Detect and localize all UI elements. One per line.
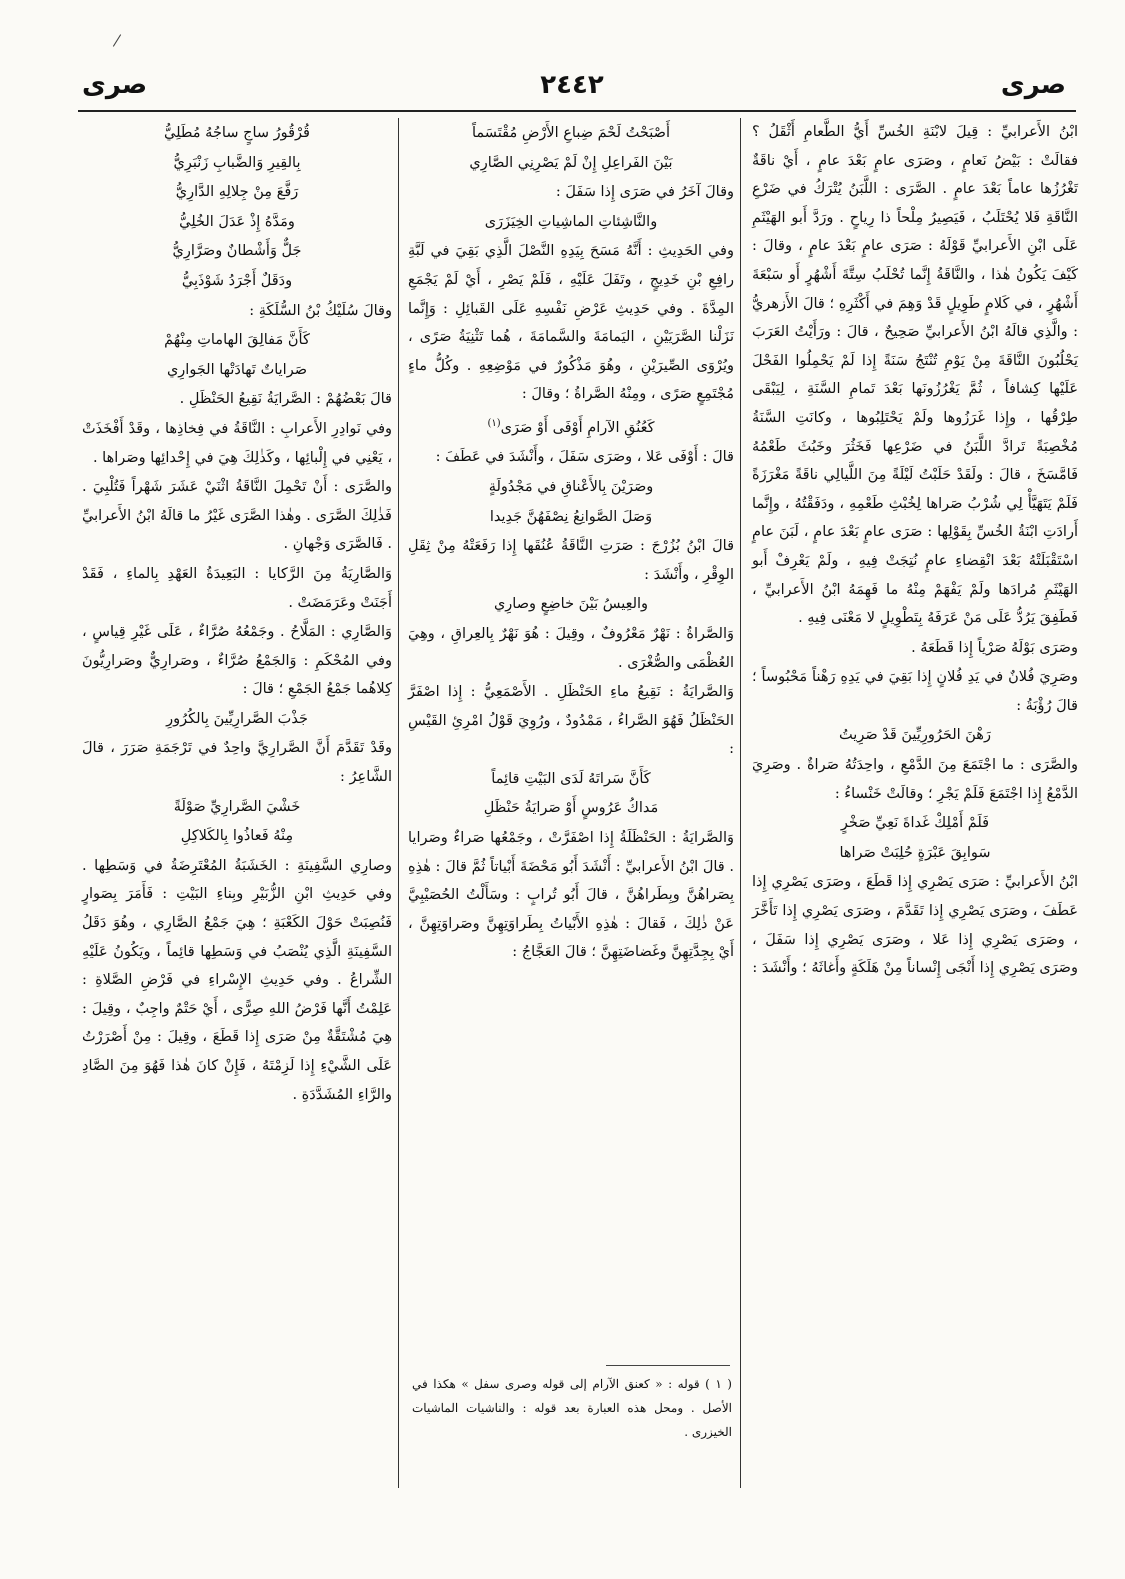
- paragraph: وَالصَّراةُ : نَهْرٌ مَعْرُوفٌ ، وقِيلَ : هُوَ نَهْرٌ بِالعِراقِ ، وهِيَ العُظْمَى والصُّغْرَى .: [408, 625, 734, 671]
- verse-line: مِنْهُ فَعاذُوا بِالكَلاكِلِ: [180, 828, 294, 845]
- paragraph: وفي الحَدِيثِ : أَنَّهُ مَسَحَ بِيَدِهِ النَّصْلَ الَّذِي بَقِيَ في لَبَّةِ رافِعِ بْنِ خَدِيجٍ ، وتَفَلَ عَلَيْهِ ، فَلَمْ يَصْرِ ، أَيْ لَمْ يَجْمَعِ المِدَّةَ . وفي حَدِيثِ عَرْضِ نَفْسِهِ عَلَى القَبائِلِ : وَإِنَّما نَزَلْنا الصَّرَيَيْنِ ، اليَمامَةَ والسَّمامَةَ ، هُما تَثْنِيَةُ صَرًى ، ويُرْوَى الصِّيرَيْنِ ، وهُوَ مَذْكُورٌ في مَوْضِعِهِ . وكُلُّ ماءٍ مُجْتَمِعٍ صَرًى ، ومِنْهُ الصَّراةُ ؛ وقالَ :: [408, 243, 734, 403]
- verse-line: فَلَمْ أَمْلِكْ غَداةَ نَعِيِّ صَخْرٍ: [840, 815, 990, 832]
- verse-line: والعِيسُ بَيْنَ خاضِعٍ وصارِي: [493, 596, 649, 613]
- paragraph: وَالصَّرايَةُ : نَقِيعُ ماءِ الحَنْظَلِ . الأَصْمَعِيُّ : إِذا اصْفَرَّ الحَنْظَلُ فَهُوَ الصَّراءُ ، مَمْدُودٌ ، ورُوِيَ قَوْلُ امْرِئِ القَيْسِ :: [408, 684, 734, 758]
- paragraph: ابْنُ الأَعرابيِّ : صَرَى يَصْرِي إِذا قَطَعَ ، وصَرَى يَصْرِي إِذا عَطَفَ ، وصَرَى يَصْرِي إِذا تَقَدَّمَ ، وصَرَى يَصْرِي إِذا تَأَخَّرَ ، وصَرَى يَصْرِي إِذا عَلا ، وصَرَى يَصْرِي إِذا سَفَلَ ، وصَرَى يَصْرِي إِذا أَنْجَى إِنْساناً مِنْ هَلَكَةٍ وأَغاثَهُ ؛ وأَنْشَدَ :: [752, 874, 1078, 977]
- header-left-entry: صرى: [82, 70, 148, 100]
- paragraph: وصَرِيَ فُلانٌ في يَدِ فُلانٍ إِذا بَقِيَ في يَدِهِ رَهْناً مَحْبُوساً ؛ قالَ رُؤْبَةُ :: [752, 669, 1078, 714]
- verse-line: ومَدَّهُ إِذْ عَدَلَ الخُلِيُّ: [179, 213, 295, 230]
- paragraph: وفي نَوادِرِ الأَعرابِ : النَّاقَةُ في فِخاذِها ، وقَدْ أَفْخَذَتْ ، يَعْنِي في إِلْبائِها ، وكَذٰلِكَ هِيَ في إِحْدائِها وصَراها .: [82, 420, 392, 466]
- verse-line: وَصَلَ الصَّوانِعُ نِصْفَهُنَّ جَدِيدا: [489, 508, 653, 525]
- footnote-rule: [606, 1365, 730, 1366]
- header-rule: [78, 110, 1076, 112]
- verse-line: مَداكُ عَرُوسٍ أَوْ صَرايَةُ حَنْظَلِ: [483, 800, 659, 817]
- paragraph: وقالَ سُلَيْكُ بْنُ السُّلَكَةِ :: [249, 302, 392, 319]
- text-column-left: [82, 118, 392, 1110]
- verse-line: سَوابِقَ عَبْرَةٍ حُلِبَتْ صَراها: [839, 844, 991, 861]
- paragraph: وصَرَى بَوْلَهُ صَرْياً إِذا قَطَعَهُ .: [911, 639, 1078, 656]
- verse-line: جَلٌّ وَأَشْطانٌ وصَرَّارِيُّ: [172, 243, 302, 260]
- verse-line: أَصْبَحْتُ لَحْمَ ضِباعِ الأَرْضِ مُقْتَسَماً: [472, 125, 670, 141]
- paragraph: والصَّرَى : ما اجْتَمَعَ مِنَ الدَّمْعِ ، واحِدَتُهُ صَراةٌ . وصَرِيَ الدَّمْعُ إِذا اجْتَمَعَ فَلَمْ يَجْرِ ؛ وقالَتْ خَنْساءُ :: [752, 757, 1078, 802]
- page-header: [72, 64, 1072, 112]
- header-right-entry: صرى: [1000, 70, 1066, 100]
- paragraph: قالَ ابْنُ بُزُرْجَ : صَرَتِ النَّاقَةُ عُنُقَها إِذا رَفَعَتْهُ مِنْ ثِقَلِ الوِقْرِ ، وأَنْشَدَ :: [408, 538, 734, 583]
- paragraph: وقالَ آخَرُ في صَرَى إِذا سَفَلَ :: [555, 184, 734, 201]
- verse-line: صَراياتٌ تَهادَتْها الجَوارِي: [166, 361, 308, 378]
- paragraph: قالَ : أَوْفَى عَلا ، وصَرَى سَفَلَ ، وأَنْشَدَ في عَطَفَ :: [435, 449, 734, 466]
- verse-line: بِالقِيرِ وَالضَّبابِ زَنْبَرِيُّ: [173, 154, 301, 171]
- paragraph: والصَّرَى : أَنْ تَحْمِلَ النَّاقَةُ اثْنَيْ عَشَرَ شَهْراً فَتُلْبِيَ . فَذٰلِكَ الصَّرَى . وهٰذا الصَّرَى غَيْرُ ما قالَهُ ابْنُ الأَعرابيِّ . فَالصَّرَى وَجْهانِ .: [82, 479, 392, 553]
- paragraph: وَالصَّارِيَةُ مِنَ الرَّكايا : البَعِيدَةُ العَهْدِ بِالماءِ ، فَقَدْ أَجَنَتْ وعَرَمَضَتْ .: [82, 565, 392, 611]
- verse-line: قُرْقُورُ ساجٍ ساجُهُ مُطَلِيُّ: [164, 125, 310, 141]
- paragraph: وَالصَّرايَةُ : الحَنْظَلَةُ إِذا اصْفَرَّتْ ، وجَمْعُها صَراءٌ وصَرايا . قالَ ابْنُ الأَعرابيِّ : أَنْشَدَ أَبُو مَحْضَةَ أَبْياتاً ثُمَّ قالَ : هٰذِهِ بِصَراهُنَّ وبِطَراهُنَّ ، قالَ أَبُو تُرابٍ : وسَأَلْتُ الحُصَيْبِيَّ عَنْ ذٰلِكَ ، فَقالَ : هٰذِهِ الأَبْياتُ بِطَراوَتِهِنَّ وصَراوَتِهِنَّ ، أَيْ بِجِدَّتِهِنَّ وغَضاضَتِهِنَّ ؛ قالَ العَجَّاجُ :: [408, 830, 734, 961]
- paragraph: وَالصَّارِي : المَلَّاحُ . وجَمْعُهُ صُرَّاءٌ ، عَلَى غَيْرِ قِياسٍ ، وفي المُحْكَمِ : وَالجَمْعُ صُرَّاءٌ ، وصَرارِيٌّ وصَرارِيُّونَ كِلاهُما جَمْعُ الجَمْعِ ؛ قالَ :: [82, 624, 392, 698]
- verse-line: كَعُنُقِ الآرامِ أَوْفَى أَوْ صَرَى$^{(١)}$: [487, 417, 655, 436]
- verse-line: خَشْيَ الصَّرارِيِّ صَوْلَةً: [173, 798, 301, 815]
- paragraph: قالَ بَعْضُهُمْ : الصَّرايَةُ نَقِيعُ الحَنْظَلِ .: [179, 391, 392, 408]
- paragraph: وصارِي السَّفِينَةِ : الخَشَبَةُ المُعْتَرِضَةُ في وَسَطِها . وفي حَدِيثِ ابْنِ الزُّبَيْرِ وبِناءِ البَيْتِ : فَأَمَرَ بِصَوارٍ فَنُصِبَتْ حَوْلَ الكَعْبَةِ ؛ هِيَ جَمْعُ الصَّارِي ، وهُوَ دَقَلُ السَّفِينَةِ الَّذِي يُنْصَبُ في وَسَطِها قائِماً ، ويَكُونُ عَلَيْهِ الشِّراعُ . وفي حَدِيثِ الإِسْراءِ في فَرْضِ الصَّلاةِ : عَلِمْتُ أَنَّها فَرْضُ اللهِ صِرًّى ، أَيْ حَتْمٌ واجِبٌ ، وقِيلَ : هِيَ مُشْتَقَّةٌ مِنْ صَرَى إِذا قَطَعَ ، وقِيلَ : مِنْ أَصْرَرْتُ عَلَى الشَّيْءِ إِذا لَزِمْتَهُ ، فَإِنْ كانَ هٰذا فَهُوَ مِنَ الصَّادِ والرَّاءِ المُشَدَّدَةِ .: [82, 857, 392, 1103]
- column-divider: [740, 118, 741, 1488]
- verse-line: كَأَنَّ مَفالِقَ الهاماتِ مِنْهُمْ: [164, 332, 310, 349]
- verse-line: رَفَّعَ مِنْ جِلالِهِ الدَّارِيُّ: [175, 184, 299, 201]
- text-column-right: [752, 118, 1078, 984]
- verse-line: وصَرَيْنَ بِالأَعْناقِ في مَجْدُولَةٍ: [488, 478, 654, 495]
- paragraph: وقَدْ تَقَدَّمَ أَنَّ الصَّرارِيَّ واحِدٌ في تَرْجَمَةِ صَرَرَ ، قالَ الشَّاعِرُ :: [82, 740, 392, 786]
- footnote-marker: (١): [487, 417, 501, 429]
- paragraph: ابْنُ الأَعرابيِّ : قِيلَ لابْنَةِ الخُسِّ أَيُّ الطَّعامِ أَثْقَلُ ؟ فقالَتْ : بَيْضُ نَعامٍ ، وصَرَى عامٍ بَعْدَ عامٍ ، أَيْ ناقَةٌ تَغْرُزُها عاماً بَعْدَ عامٍ . الصَّرَى : اللَّبَنُ يُتْرَكُ في ضَرْعِ النَّاقَةِ فَلا يُحْتَلَبُ ، فَيَصِيرُ مِلْحاً ذا رِياحٍ . ورَدَّ أَبو الهَيْثَمِ عَلَى ابْنِ الأَعرابيِّ قَوْلَهُ : صَرَى عامٍ بَعْدَ عامٍ ، وقالَ : كَيْفَ يَكُونُ هٰذا ، والنَّاقَةُ إِنَّما تُحْلَبُ سِتَّةَ أَشْهُرٍ أَو سَبْعَةَ أَشْهُرٍ ، في كَلامٍ طَوِيلٍ قَدْ وَهِمَ في أَكْثَرِهِ ؛ قالَ الأَزهريُّ : والَّذِي قالَهُ ابْنُ الأَعرابيِّ صَحِيحٌ ، قالَ : ورَأَيْتُ العَرَبَ يَحْلُبُونَ النَّاقَةَ مِنْ يَوْمِ تُنْتَجُ سَنَةً إِذا لَمْ يَحْمِلُوا الفَحْلَ عَلَيْها كِشافاً ، ثُمَّ يَغْرُزُونَها بَعْدَ تَمامِ السَّنَةِ ، لِيَبْقَى طِرْقُها ، وإِذا غَرَزُوها ولَمْ يَحْتَلِبُوها ، وكانَتِ السَّنَةُ مُخْصِبَةً تَرادَّ اللَّبَنُ في ضَرْعِها فَخَثُرَ وخَبُثَ طَعْمُهُ فَامَّسَخَ ، قالَ : ولَقَدْ حَلَبْتُ لَيْلَةً مِنَ اللَّيالِي ناقَةً مَغْرَزَةً فَلَمْ يَتَهَيَّأْ لِي شُرْبُ صَراها لِخُبْثِ طَعْمِهِ ، ودَفَقْتُهُ ، وإِنَّما أَرادَتِ ابْنَةُ الخُسِّ بِقَوْلِها : صَرَى عامٍ بَعْدَ عامٍ ، لَبَنَ عامٍ اسْتَقْبَلَتْهُ بَعْدَ انْقِضاءِ عامٍ نُتِجَتْ فِيهِ ، ولَمْ يَعْرِفْ أَبو الهَيْثَمِ مُرادَها ولَمْ يَفْهَمْ مِنْهُ ما فَهِمَهُ ابْنُ الأَعرابيِّ ، فَطَفِقَ يَرُدُّ عَلَى مَنْ عَرَفَهُ بِتَطْوِيلٍ لا مَعْنَى فِيهِ .: [752, 124, 1078, 627]
- page-number: ٢٤٤٢: [540, 70, 604, 100]
- verse-line: رَهْنَ الحَرُورِيِّينَ قَدْ صَرِيتُ: [839, 727, 991, 744]
- stray-mark: [113, 34, 121, 46]
- footnote: ( ١ ) قوله : « كعنق الآرام إلى قوله وصرى سفل » هكذا في الأصل . ومحل هذه العبارة بعد قوله : والناشيات الماشيات الخيزرى .: [412, 1377, 732, 1439]
- verse-line: بَيْنَ الفَراعِلِ إِنْ لَمْ يَصْرِنِي الصَّارِي: [469, 154, 673, 171]
- text-column-middle: [408, 118, 734, 968]
- column-divider: [398, 118, 399, 1488]
- verse-line: ودَقَلٌ أَجْرَدُ شَوْذَبِيُّ: [181, 272, 293, 289]
- verse-line: كَأَنَّ سَراتَهُ لَدَى البَيْتِ قائِماً: [491, 770, 651, 787]
- verse-line: جَذْبَ الصَّرارِيِّينَ بِالكُرُورِ: [166, 710, 308, 727]
- verse-line: والنَّاشِئاتِ الماشِياتِ الخِيَزَرَى: [484, 213, 658, 230]
